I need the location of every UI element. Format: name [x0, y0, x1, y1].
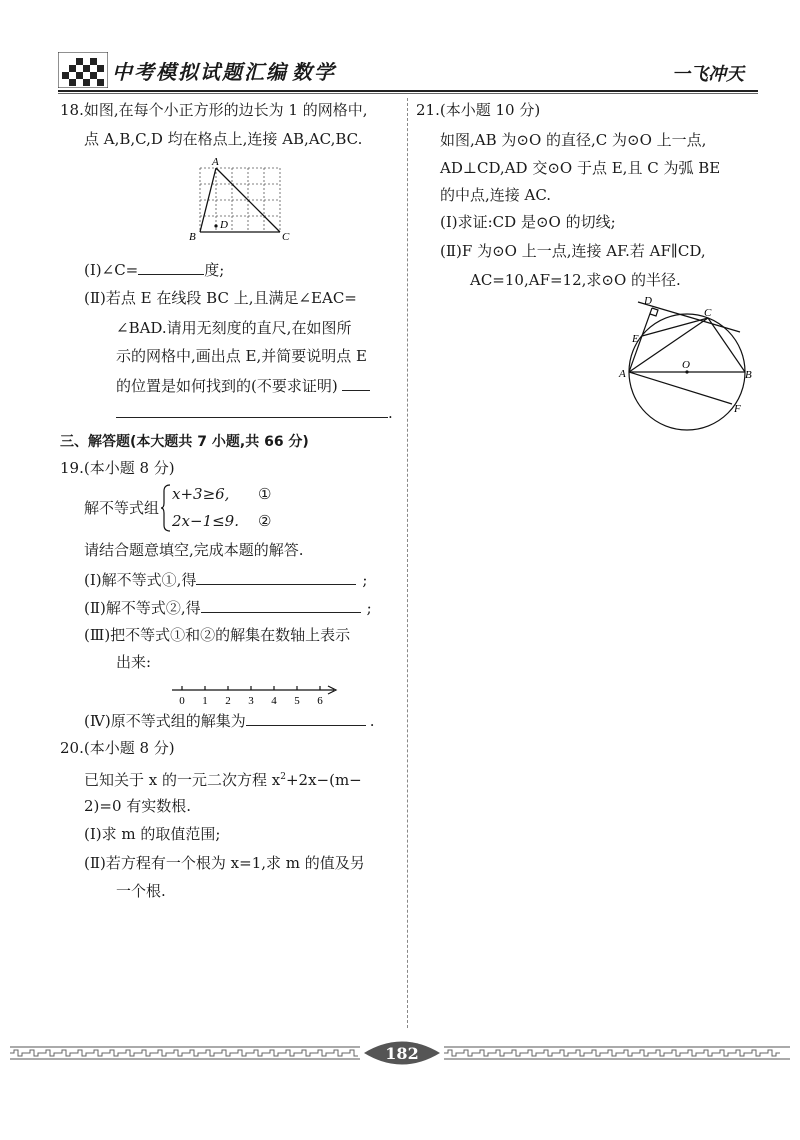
q20-stem-line1a: 已知关于 x 的一元二次方程 x — [84, 771, 281, 789]
q18-part2-line1: (Ⅱ)若点 E 在线段 BC 上,且满足∠EAC= — [84, 289, 357, 307]
q19-part4-text: (Ⅳ)原不等式组的解集为 — [84, 712, 246, 730]
q18-part1-suffix: 度; — [204, 261, 225, 279]
q21-label-A: A — [619, 368, 626, 380]
page-number-badge — [362, 1036, 442, 1070]
q19-part3-line1: (Ⅲ)把不等式①和②的解集在数轴上表示 — [84, 626, 351, 644]
q18-label-B: B — [189, 231, 196, 243]
q19-part3-line2: 出来: — [116, 653, 152, 671]
q21-stem-line3: 的中点,连接 AC. — [440, 186, 552, 204]
q20-part1: (Ⅰ)求 m 的取值范围; — [84, 825, 221, 843]
q18-part2-answer-blank-2[interactable] — [116, 402, 388, 418]
q20-part2-line1: (Ⅱ)若方程有一个根为 x=1,求 m 的值及另 — [84, 854, 365, 872]
q21-part2-line2: AC=10,AF=12,求⊙O 的半径. — [470, 271, 681, 289]
q18-part1 — [84, 259, 224, 280]
q20-stem-line1 — [84, 767, 362, 790]
q19-part2 — [84, 597, 372, 618]
q18-grid-figure — [186, 156, 298, 246]
q18-part2-line4-text: 的位置是如何找到的(不要求证明) — [116, 377, 338, 395]
q19-part2-answer-blank[interactable] — [201, 597, 361, 613]
q21-stem-line1: 如图,AB 为⊙O 的直径,C 为⊙O 上一点, — [440, 131, 707, 149]
q18-part2-answer-blank-1[interactable] — [342, 375, 370, 391]
q19-ineq2: 2x−1≤9. — [172, 512, 239, 530]
q18-part2-end: . — [388, 404, 393, 422]
q21-label-D: D — [644, 295, 652, 307]
number-line-tick-label: 0 — [179, 695, 185, 707]
q19-part1-semicolon: ; — [362, 571, 368, 589]
q21-label-O: O — [682, 359, 690, 371]
header-rule-thin — [58, 93, 758, 94]
q18-label-D: D — [220, 219, 228, 231]
page-number: 182 — [385, 1044, 419, 1063]
q19-part2-semicolon: ; — [366, 599, 372, 617]
q19-part4-period: . — [369, 712, 375, 730]
q18-part1-answer-blank[interactable] — [138, 259, 204, 275]
q19-part1 — [84, 569, 367, 590]
q21-label-B: B — [745, 369, 752, 381]
q18-part2-line4 — [116, 375, 370, 396]
q20-stem-line2: 2)=0 有实数根. — [84, 797, 192, 815]
q19-ineq1: x+3≥6, — [172, 485, 230, 503]
q19-brace-icon — [160, 483, 172, 533]
number-line-tick-label: 4 — [271, 695, 277, 707]
q18-part2-line2: ∠BAD.请用无刻度的直尺,在如图所 — [116, 319, 352, 337]
q21-part1: (Ⅰ)求证:CD 是⊙O 的切线; — [440, 213, 616, 231]
number-line-tick-label: 6 — [317, 695, 323, 707]
q18-stem-line1: 18.如图,在每个小正方形的边长为 1 的网格中, — [60, 101, 368, 119]
header-rule — [58, 90, 758, 92]
footer-pattern-right — [444, 1046, 790, 1060]
q20-part2-line2: 一个根. — [116, 882, 166, 900]
q21-header: 21.(本小题 10 分) — [416, 101, 541, 119]
q19-part1-text: (Ⅰ)解不等式①,得 — [84, 571, 197, 589]
checker-logo-icon — [58, 52, 108, 88]
q20-stem-line1b: +2x−(m− — [285, 771, 362, 789]
footer-pattern-left — [10, 1046, 360, 1060]
q19-ineq2-num: ② — [258, 512, 272, 530]
q19-part4-answer-blank[interactable] — [246, 710, 366, 726]
q21-stem-line2: AD⊥CD,AD 交⊙O 于点 E,且 C 为弧 BE — [440, 159, 721, 177]
q19-number-line — [170, 680, 340, 708]
q19-part2-text: (Ⅱ)解不等式②,得 — [84, 599, 201, 617]
header-book-title: 中考模拟试题汇编 — [112, 60, 288, 84]
section3-title: 三、解答题(本大题共 7 小题,共 66 分) — [60, 434, 309, 450]
number-line-tick-label: 1 — [202, 695, 208, 707]
q18-part2-line5 — [116, 402, 393, 423]
q20-header: 20.(本小题 8 分) — [60, 739, 175, 757]
q21-circle-figure — [614, 292, 754, 432]
number-line-tick-label: 2 — [225, 695, 231, 707]
q19-part1-answer-blank[interactable] — [196, 569, 356, 585]
q21-label-F: F — [734, 403, 741, 415]
number-line-tick-label: 5 — [294, 695, 300, 707]
q19-system-prefix: 解不等式组 — [84, 499, 160, 517]
q19-instruction: 请结合题意填空,完成本题的解答. — [84, 541, 304, 559]
q19-ineq1-num: ① — [258, 485, 272, 503]
column-divider — [407, 98, 408, 1028]
q18-part1-prefix: (Ⅰ)∠C= — [84, 261, 139, 279]
q21-part2-line1: (Ⅱ)F 为⊙O 上一点,连接 AF.若 AF∥CD, — [440, 242, 706, 260]
q19-header: 19.(本小题 8 分) — [60, 459, 175, 477]
number-line-tick-label: 3 — [248, 695, 254, 707]
q18-label-C: C — [282, 231, 290, 243]
header-subject: 数学 — [292, 60, 336, 84]
q19-part4 — [84, 710, 374, 731]
q18-label-A: A — [212, 156, 219, 168]
q21-label-C: C — [704, 307, 712, 319]
q18-part2-line3: 示的网格中,画出点 E,并简要说明点 E — [116, 347, 367, 365]
q18-stem-line2: 点 A,B,C,D 均在格点上,连接 AB,AC,BC. — [84, 130, 363, 148]
q21-label-E: E — [632, 333, 639, 345]
header-brand: 一飞冲天 — [672, 64, 744, 85]
q20-stem-sup: 2 — [280, 772, 286, 782]
